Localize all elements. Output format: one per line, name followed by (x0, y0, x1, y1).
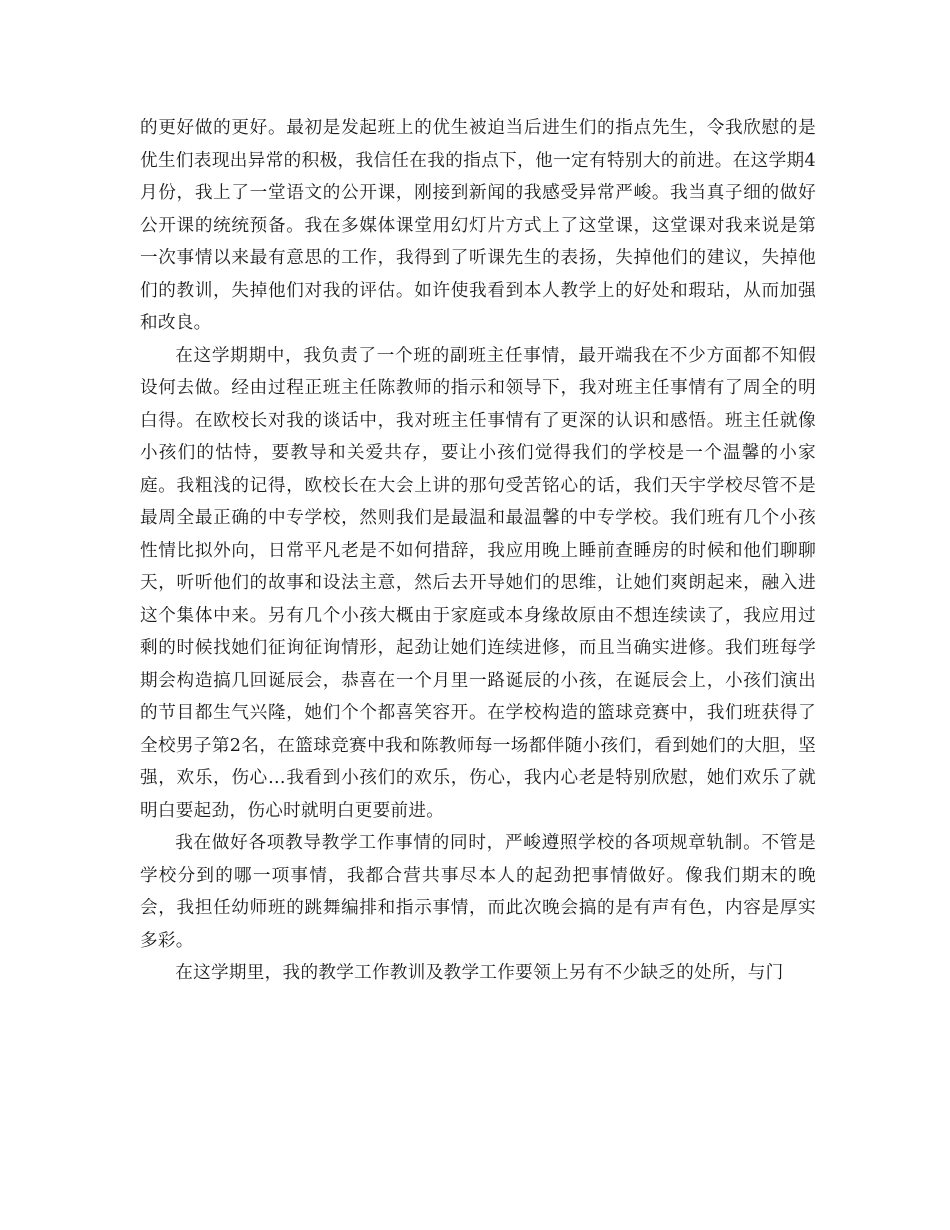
paragraph-1: 的更好做的更好。最初是发起班上的优生被迫当后进生们的指点先生，令我欣慰的是优生们表现出异常的积极，我信任在我的指点下，他一定有特别大的前进。在这学期4月份，我上了一堂语文的公开课，刚接到新闻的我感受异常严峻。我当真子细的做好公开课的统统预备。我在多媒体课堂用幻灯片方式上了这堂课，这堂课对我来说是第一次事情以来最有意思的工作，我得到了听课先生的表扬，失掉他们的建议，失掉他们的教训，失掉他们对我的评估。如许使我看到本人教学上的好处和瑕玷，从而加强和改良。 (140, 118, 816, 333)
paragraph-2: 在这学期期中，我负责了一个班的副班主任事情，最开端我在不少方面都不知假设何去做。经由过程正班主任陈教师的指示和领导下，我对班主任事情有了周全的明白得。在欧校长对我的谈话中，我对班主任事情有了更深的认识和感悟。班主任就像小孩们的怙恃，要教导和关爱共存，要让小孩们觉得我们的学校是一个温馨的小家庭。我粗浅的记得，欧校长在大会上讲的那句受苦铭心的话，我们天宇学校尽管不是最周全最正确的中专学校，然则我们是最温和最温馨的中专学校。我们班有几个小孩性情比拟外向，日常平凡老是不如何措辞，我应用晚上睡前查睡房的时候和他们聊聊天，听听他们的故事和设法主意，然后去开导她们的思维，让她们爽朗起来，融入进这个集体中来。另有几个小孩大概由于家庭或本身缘故原由不想连续读了，我应用过剩的时候找她们征询征询情形，起劲让她们连续进修，而且当确实进修。我们班每学期会构造搞几回诞辰会，恭喜在一个月里一路诞辰的小孩，在诞辰会上，小孩们演出的节目都生气兴隆，她们个个都喜笑容开。在学校构造的篮球竞赛中，我们班获得了全校男子第2名，在篮球竞赛中我和陈教师每一场都伴随小孩们，看到她们的大胆，坚强，欢乐，伤心…我看到小孩们的欢乐，伤心，我内心老是特别欣慰，她们欢乐了就明白要起劲，伤心时就明白更要前进。 (140, 345, 816, 821)
paragraph-4: 在这学期里，我的教学工作教训及教学工作要领上另有不少缺乏的处所，与门 (175, 963, 784, 983)
document-body (140, 112, 816, 990)
paragraph-3: 我在做好各项教导教学工作事情的同时，严峻遵照学校的各项规章轨制。不管是学校分到的哪一项事情，我都合营共事尽本人的起劲把事情做好。像我们期末的晚会，我担任幼师班的跳舞编排和指示事情，而此次晚会搞的是有声有色，内容是厚实多彩。 (140, 833, 816, 951)
